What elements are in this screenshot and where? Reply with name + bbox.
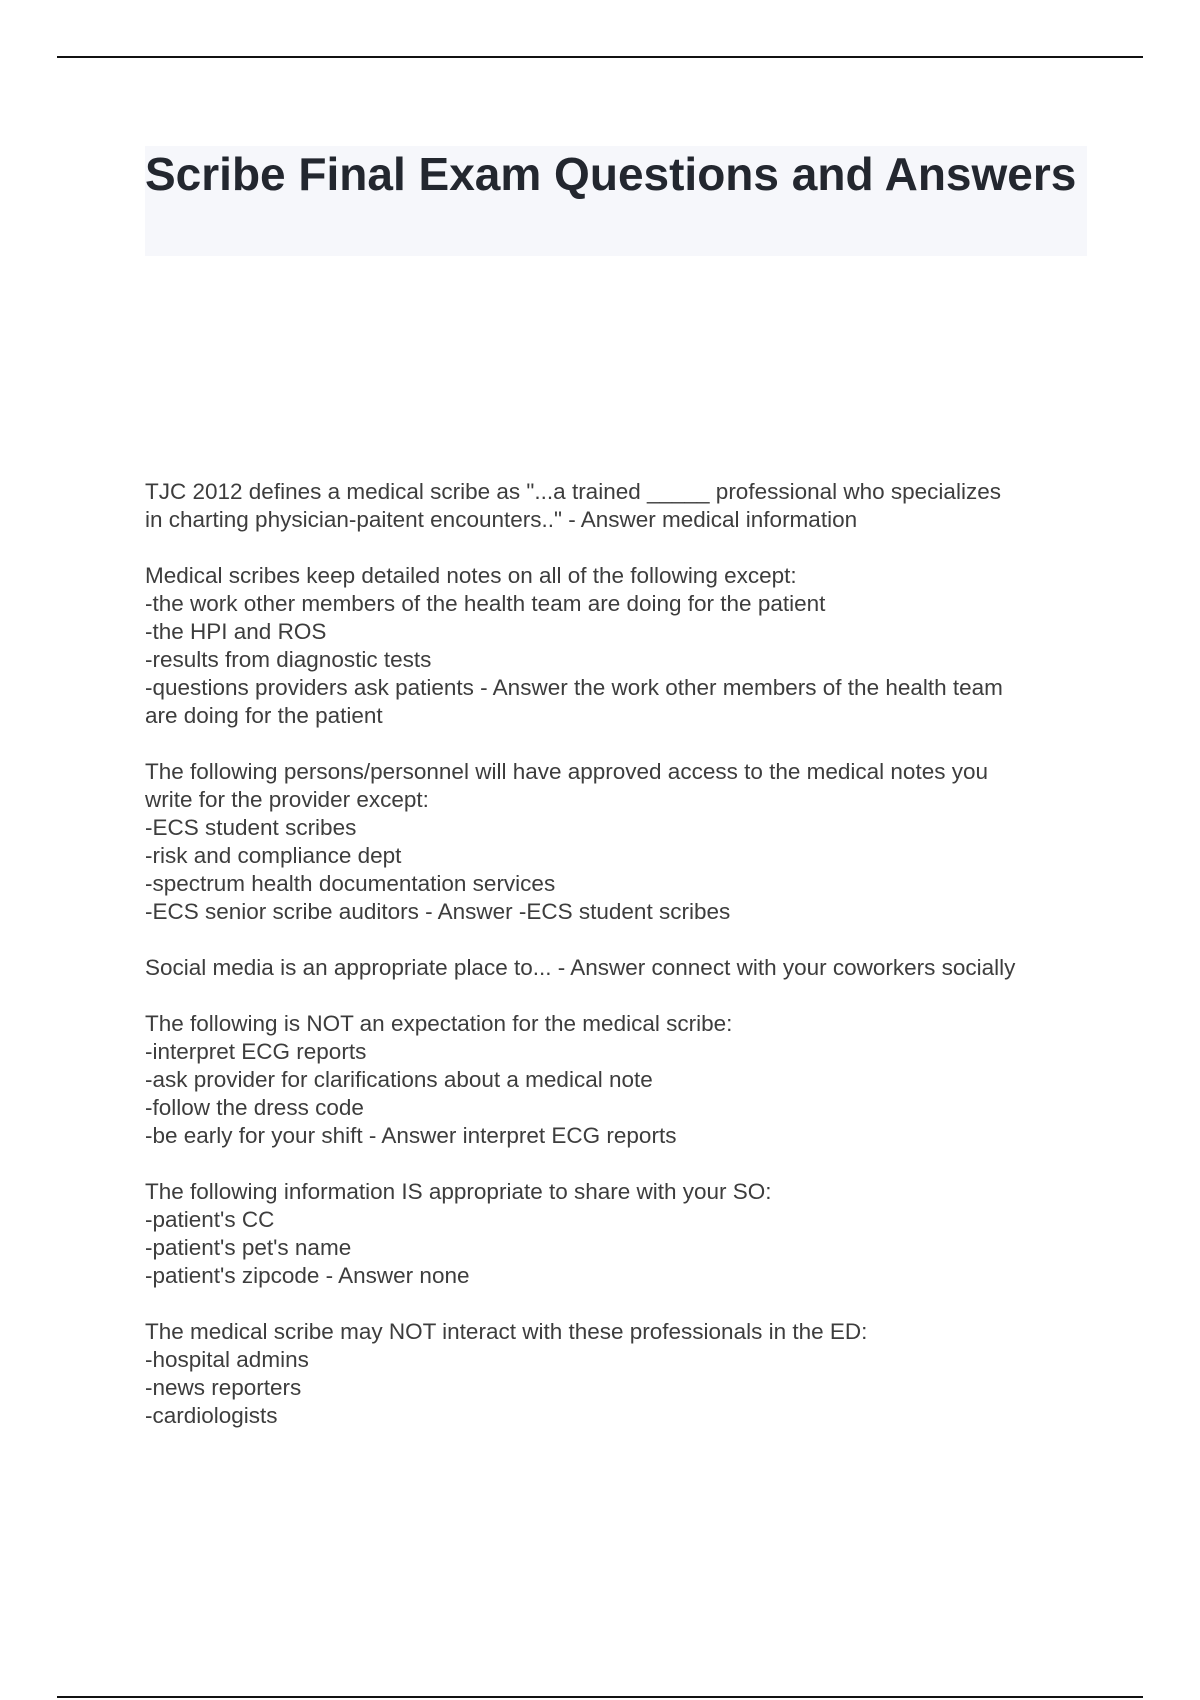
qa-line: -risk and compliance dept bbox=[145, 843, 402, 868]
qa-line: -news reporters bbox=[145, 1375, 302, 1400]
top-rule bbox=[57, 56, 1143, 58]
qa-item bbox=[145, 1318, 1095, 1430]
document-title: Scribe Final Exam Questions and Answers bbox=[145, 148, 1077, 200]
qa-line: -be early for your shift - Answer interpret ECG reports bbox=[145, 1123, 677, 1148]
qa-line: -patient's CC bbox=[145, 1207, 275, 1232]
title-banner bbox=[145, 146, 1087, 256]
qa-item bbox=[145, 1178, 1095, 1290]
qa-line: -ECS senior scribe auditors - Answer -ECS student scribes bbox=[145, 899, 731, 924]
qa-line: -cardiologists bbox=[145, 1403, 278, 1428]
qa-line: -ECS student scribes bbox=[145, 815, 357, 840]
qa-item bbox=[145, 758, 1095, 926]
qa-line: are doing for the patient bbox=[145, 703, 383, 728]
qa-line: Medical scribes keep detailed notes on all of the following except: bbox=[145, 563, 797, 588]
qa-line: -spectrum health documentation services bbox=[145, 871, 556, 896]
qa-line: The following persons/personnel will have approved access to the medical notes you bbox=[145, 759, 988, 784]
qa-line: The following information IS appropriate to share with your SO: bbox=[145, 1179, 772, 1204]
qa-line: -patient's zipcode - Answer none bbox=[145, 1263, 470, 1288]
qa-line: -patient's pet's name bbox=[145, 1235, 352, 1260]
qa-line: The medical scribe may NOT interact with these professionals in the ED: bbox=[145, 1319, 868, 1344]
qa-line: Social media is an appropriate place to... - Answer connect with your coworkers socially bbox=[145, 955, 1016, 980]
qa-line: -the work other members of the health team are doing for the patient bbox=[145, 591, 826, 616]
qa-line: TJC 2012 defines a medical scribe as "...a trained _____ professional who specializes bbox=[145, 479, 1001, 504]
qa-line: The following is NOT an expectation for the medical scribe: bbox=[145, 1011, 733, 1036]
qa-item bbox=[145, 954, 1095, 982]
qa-line: -interpret ECG reports bbox=[145, 1039, 367, 1064]
qa-line: -ask provider for clarifications about a medical note bbox=[145, 1067, 653, 1092]
qa-content bbox=[145, 478, 1095, 1458]
qa-line: -hospital admins bbox=[145, 1347, 309, 1372]
bottom-rule bbox=[57, 1696, 1143, 1698]
qa-line: -results from diagnostic tests bbox=[145, 647, 432, 672]
qa-line: -follow the dress code bbox=[145, 1095, 364, 1120]
qa-item bbox=[145, 562, 1095, 730]
qa-line: in charting physician-paitent encounters.." - Answer medical information bbox=[145, 507, 858, 532]
qa-line: -questions providers ask patients - Answer the work other members of the health team bbox=[145, 675, 1003, 700]
qa-line: -the HPI and ROS bbox=[145, 619, 327, 644]
qa-item bbox=[145, 1010, 1095, 1150]
qa-line: write for the provider except: bbox=[145, 787, 429, 812]
qa-item bbox=[145, 478, 1095, 534]
